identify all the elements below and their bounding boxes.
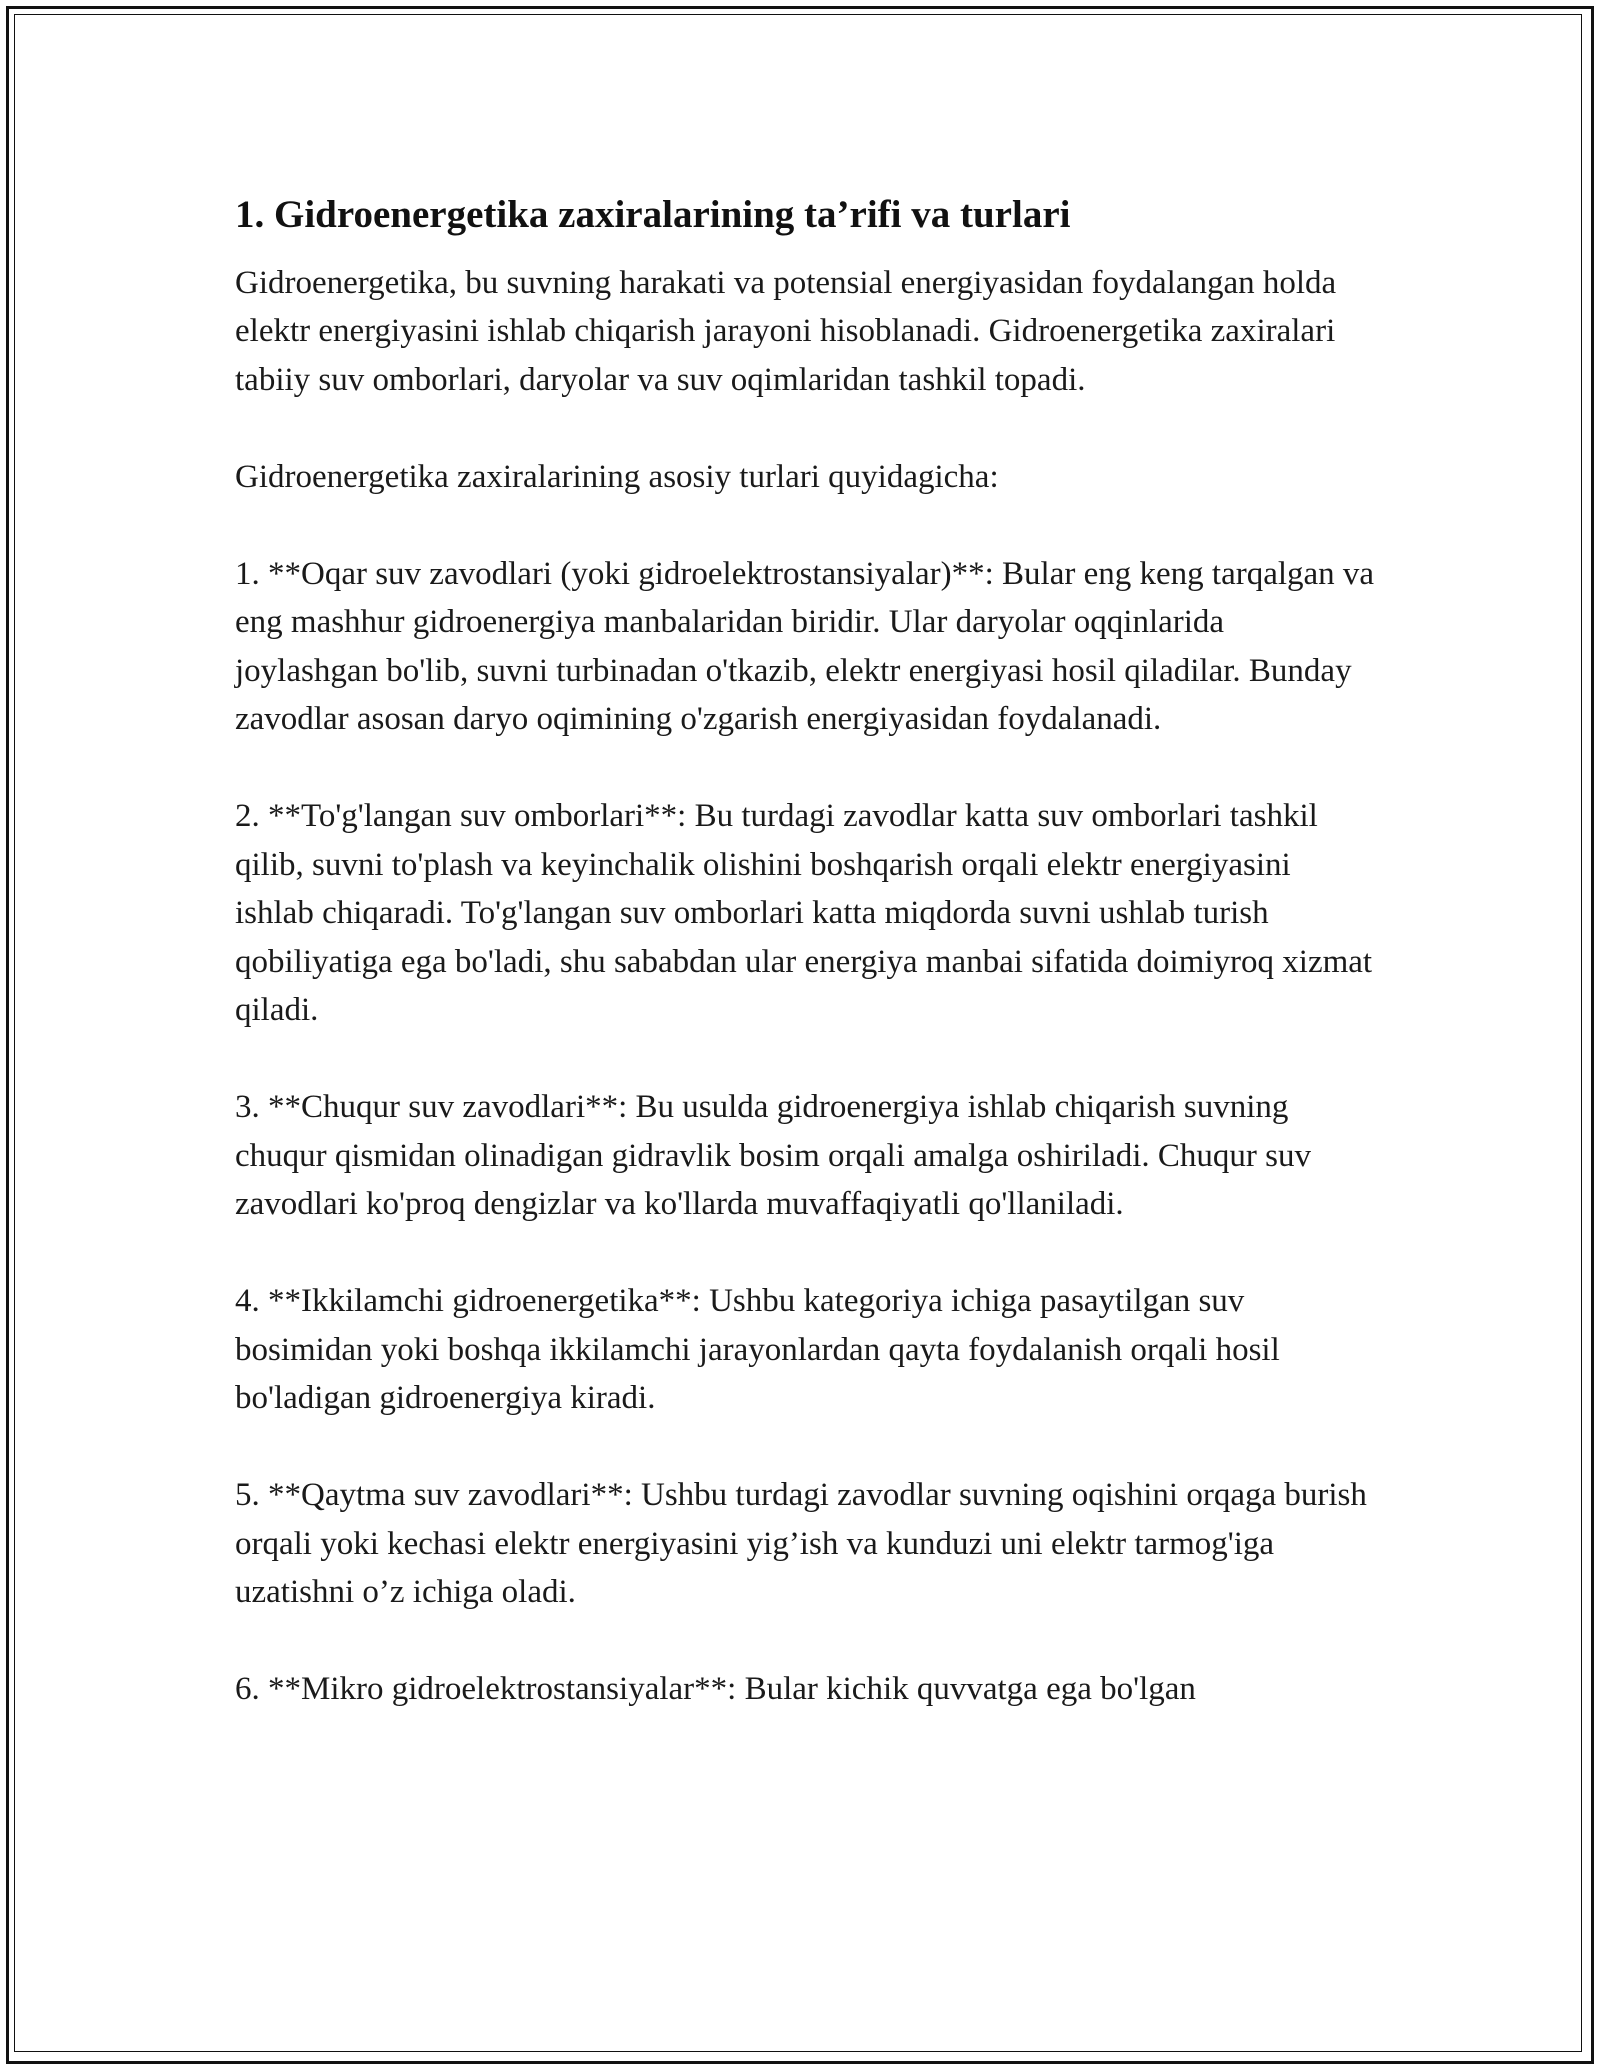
list-item-5: 5. **Qaytma suv zavodlari**: Ushbu turdagi zavodlar suvning oqishini orqaga burish orqali yoki kechasi elektr energiyasini yig’ish va kunduzi uni elektr tarmog'iga uzatishni o’z ichiga oladi. bbox=[235, 1477, 1367, 1611]
types-intro-paragraph: Gidroenergetika zaxiralarining asosiy turlari quyidagicha: bbox=[235, 458, 999, 495]
list-item-4: 4. **Ikkilamchi gidroenergetika**: Ushbu kategoriya ichiga pasaytilgan suv bosimidan yoki boshqa ikkilamchi jarayonlardan qayta foydalanish orqali hosil bo'ladigan gidroenergiya kiradi. bbox=[235, 1283, 1280, 1417]
document-body bbox=[235, 180, 1375, 1714]
section-heading: 1. Gidroenergetika zaxiralarining ta’rifi va turlari bbox=[235, 193, 1071, 236]
list-item-3: 3. **Chuqur suv zavodlari**: Bu usulda gidroenergiya ishlab chiqarish suvning chuqur qismidan olinadigan gidravlik bosim orqali amalga oshiriladi. Chuqur suv zavodlari ko'proq dengizlar va ko'llarda muvaffaqiyatli qo'llaniladi. bbox=[235, 1089, 1311, 1223]
list-item-2: 2. **To'g'langan suv omborlari**: Bu turdagi zavodlar katta suv omborlari tashkil qilib, suvni to'plash va keyinchalik olishini boshqarish orqali elektr energiyasini ishlab chiqaradi. To'g'langan suv omborlari katta miqdorda suvni ushlab turish qobiliyatiga ega bo'ladi, shu sababdan ular energiya manbai sifatida doimiyroq xizmat qiladi. bbox=[235, 798, 1373, 1029]
intro-paragraph: Gidroenergetika, bu suvning harakati va potensial energiyasidan foydalangan holda elektr energiyasini ishlab chiqarish jarayoni hisoblanadi. Gidroenergetika zaxiralari tabiiy suv omborlari, daryolar va suv oqimlaridan tashkil topadi. bbox=[235, 264, 1337, 398]
list-item-1: 1. **Oqar suv zavodlari (yoki gidroelektrostansiyalar)**: Bular eng keng tarqalgan va eng mashhur gidroenergiya manbalaridan biridir. Ular daryolar oqqinlarida joylashgan bo'lib, suvni turbinadan o'tkazib, elektr energiyasi hosil qiladilar. Bunday zavodlar asosan daryo oqimining o'zgarish energiyasidan foydalanadi. bbox=[235, 555, 1375, 738]
list-item-6: 6. **Mikro gidroelektrostansiyalar**: Bular kichik quvvatga ega bo'lgan bbox=[235, 1671, 1196, 1708]
